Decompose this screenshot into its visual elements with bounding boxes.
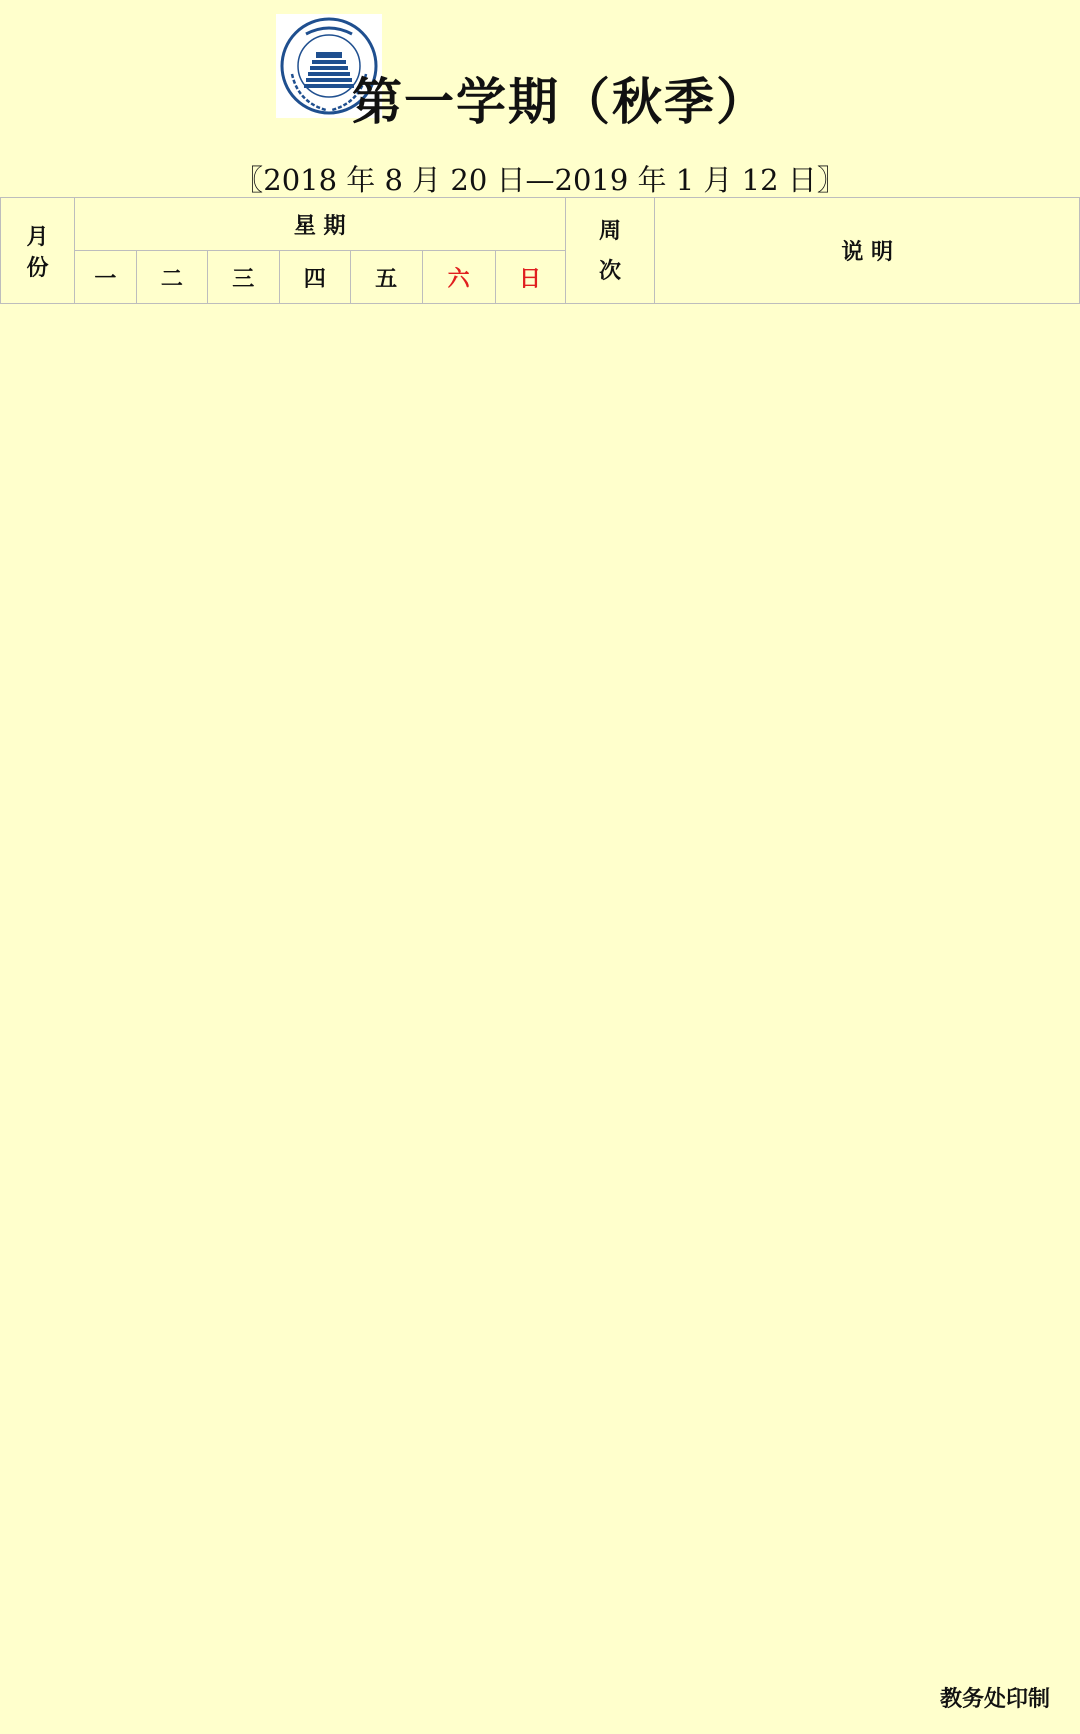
month-header: 月 份 xyxy=(1,198,75,304)
page-title: 第一学期（秋季） xyxy=(352,72,768,131)
day-header: 四 xyxy=(279,251,350,304)
calendar-table xyxy=(0,197,1080,304)
day-header: 六 xyxy=(422,251,495,304)
day-header: 三 xyxy=(207,251,279,304)
printed-by: 教务处印制 xyxy=(940,1686,1051,1712)
day-header: 日 xyxy=(495,251,565,304)
weekday-header: 星 期 xyxy=(74,198,565,251)
day-header: 五 xyxy=(350,251,422,304)
notes-header: 说 明 xyxy=(655,198,1080,304)
week-header: 周 次 xyxy=(565,198,655,304)
date-range: 〖2018 年 8 月 20 日—2019 年 1 月 12 日〗 xyxy=(234,163,846,197)
day-header: 一 xyxy=(74,251,136,304)
day-header: 二 xyxy=(136,251,207,304)
